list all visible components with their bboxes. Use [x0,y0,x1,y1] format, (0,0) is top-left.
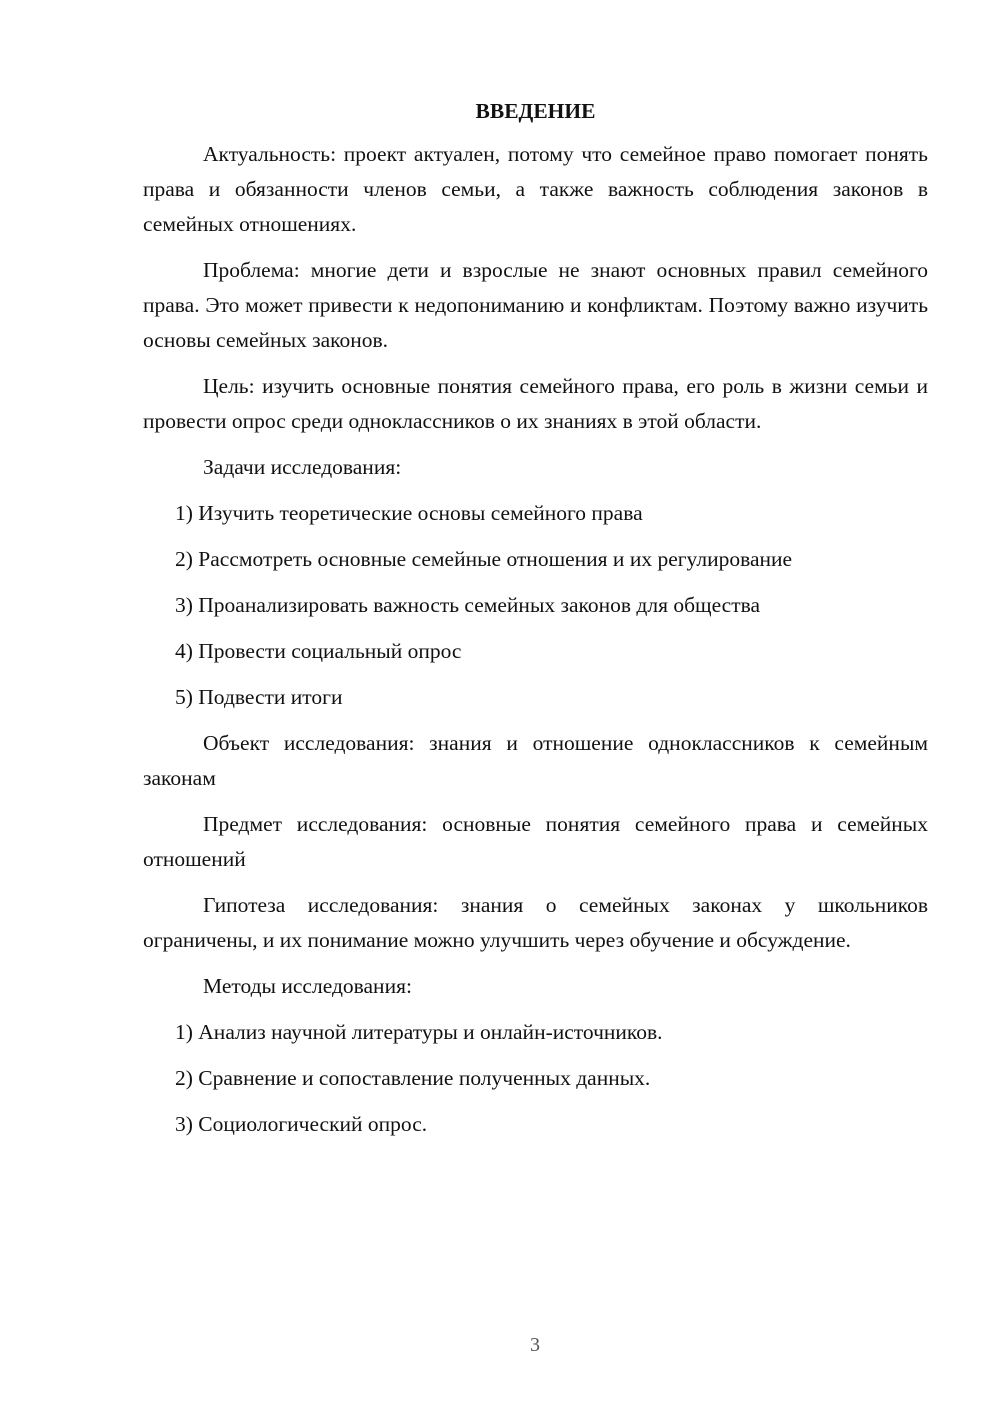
task-item: 1) Изучить теоретические основы семейного права [175,501,643,525]
page-content [143,95,928,1153]
relevance-paragraph: Актуальность: проект актуален, потому что семейное право помогает понять права и обязанности членов семьи, а также важность соблюдения законов в семейных отношениях. [143,142,928,236]
page-number: 3 [530,1334,540,1356]
method-item: 3) Социологический опрос. [175,1112,428,1136]
section-title: ВВЕДЕНИЕ [475,99,596,123]
tasks-heading: Задачи исследования: [203,455,402,479]
task-item: 4) Провести социальный опрос [175,639,462,663]
task-item: 3) Проанализировать важность семейных законов для общества [175,593,761,617]
object-paragraph: Объект исследования: знания и отношение одноклассников к семейным законам [143,731,928,790]
subject-paragraph: Предмет исследования: основные понятия семейного права и семейных отношений [143,812,928,871]
methods-heading: Методы исследования: [203,974,412,998]
goal-paragraph: Цель: изучить основные понятия семейного права, его роль в жизни семьи и провести опрос среди одноклассников о их знаниях в этой области. [143,374,928,433]
method-item: 2) Сравнение и сопоставление полученных данных. [175,1066,651,1090]
problem-paragraph: Проблема: многие дети и взрослые не знают основных правил семейного права. Это может привести к недопониманию и конфликтам. Поэтому важно изучить основы семейных законов. [143,258,928,352]
hypothesis-paragraph: Гипотеза исследования: знания о семейных законах у школьников ограничены, и их понимание можно улучшить через обучение и обсуждение. [143,893,928,952]
task-item: 2) Рассмотреть основные семейные отношения и их регулирование [175,547,793,571]
method-item: 1) Анализ научной литературы и онлайн-источников. [175,1020,663,1044]
task-item: 5) Подвести итоги [175,685,343,709]
